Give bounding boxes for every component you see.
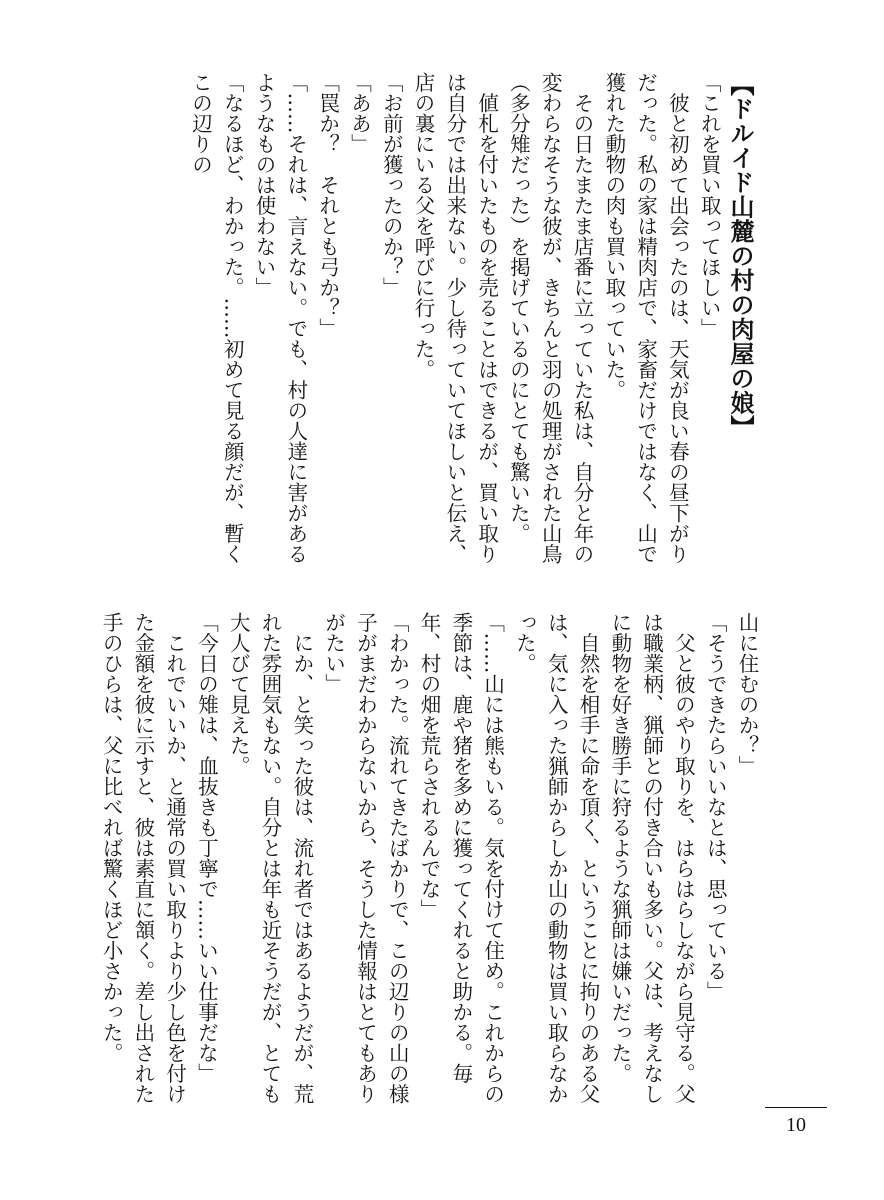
paragraph: 「……それは、言えない。でも、村の人達に害があるようなものは使わない」	[252, 72, 308, 564]
paragraph: 「……山には熊もいる。気を付けて住め。これからの季節は、鹿や猪を多めに獲ってくれると助かる。毎年、村の畑を荒らされるんでな」	[417, 612, 505, 1104]
upper-text-block	[184, 72, 756, 574]
paragraph: にか、と笑った彼は、流れ者ではあるようだが、荒れた雰囲気もない。自分とは年も近そうだが、とても大人びて見えた。	[226, 612, 314, 1104]
paragraph: 彼と初めて出会ったのは、天気が良い春の昼下がりだった。私の家は精肉店で、家畜だけではなく、山で獲れた動物の肉も買い取っていた。	[601, 72, 690, 564]
paragraph: 「今日の雉は、血抜きも丁寧で……いい仕事だな」	[194, 612, 219, 1084]
paragraph: その日たまたま店番に立っていた私は、自分と年の変わらなそうな彼が、きちんと羽の処理がされた山鳥（多分雉だった）を掲げているのにとても驚いた。	[506, 72, 595, 564]
paragraph: 「罠か？ それとも弓か？」	[315, 72, 340, 339]
chapter-title: 【ドルイド山麓の村の肉屋の娘】	[726, 72, 755, 440]
paragraph: 山に住むのか？」	[735, 612, 759, 776]
paragraph: 自然を相手に命を頂く、ということに拘りのある父は、気に入った猟師からしか山の動物は買い取らなかった。	[512, 612, 601, 1104]
paragraph: 値札を付いたものを売ることはできるが、買い取りは自分では出来ない。少し待っていてほしいと伝え、店の裏にいる父を呼びに行った。	[411, 72, 499, 564]
paragraph: 「そうできたらいいなとは、思っている」	[703, 612, 728, 1002]
paragraph: 「お前が獲ったのか？」	[379, 72, 404, 298]
paragraph: これでいいか、と通常の買い取りより少し色を付けた金額を彼に示すと、彼は素直に頷く。差し出された手のひらは、父に比べれば驚くほど小さかった。	[99, 612, 187, 1104]
paragraph: 父と彼のやり取りを、はらはらしながら見守る。父は職業柄、猟師との付き合いも多い。父は、考えなしに動物を好き勝手に狩るような猟師は嫌いだった。	[607, 612, 696, 1104]
paragraph: 「ああ」	[347, 72, 372, 154]
paragraph: 「わかった。流れてきたばかりで、この辺りの山の様子がまだわからないから、そうした情報はとてもありがたい」	[321, 612, 410, 1104]
paragraph: 「なるほど、わかった。……初めて見る顔だが、暫くこの辺りの	[188, 72, 245, 564]
page-number-rule	[765, 1107, 827, 1108]
lower-text-block	[94, 612, 762, 1104]
page-number: 10	[786, 1114, 806, 1136]
paragraph: 「これを買い取ってほしい」	[697, 72, 722, 339]
